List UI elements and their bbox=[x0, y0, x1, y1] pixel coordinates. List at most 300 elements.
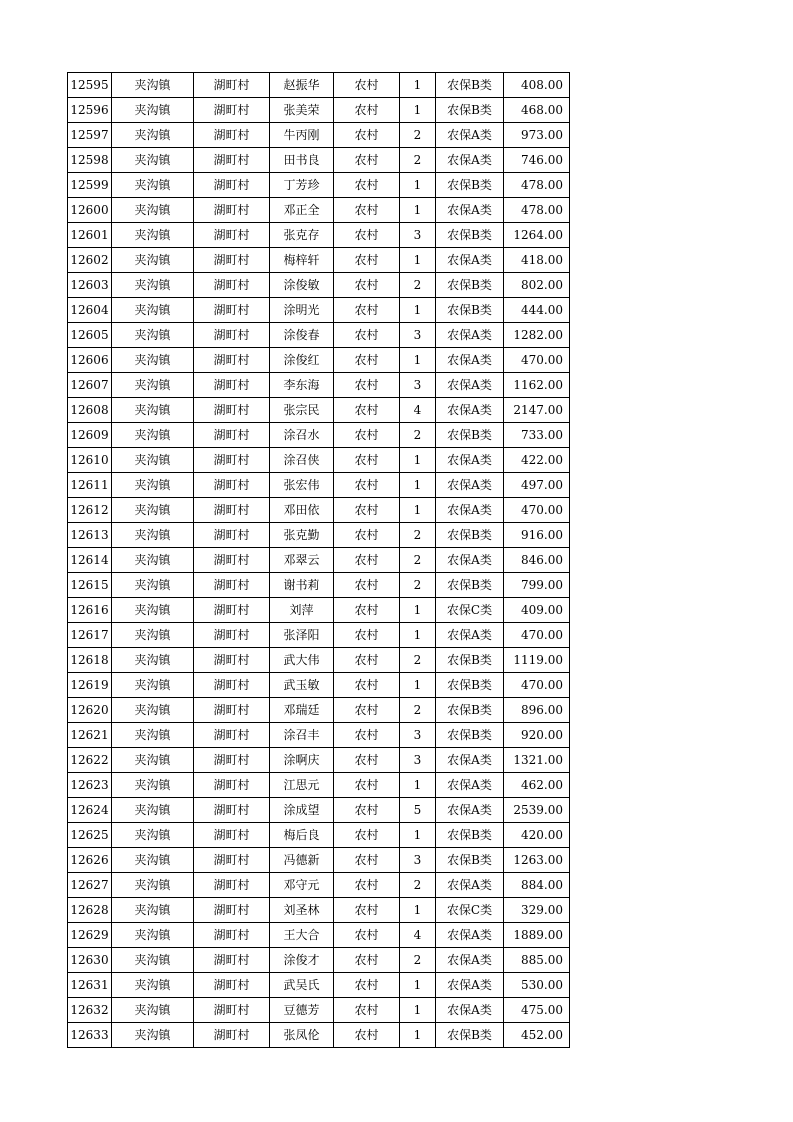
record-id-cell: 12600 bbox=[68, 198, 112, 223]
village-cell: 湖町村 bbox=[194, 573, 270, 598]
town-cell: 夹沟镇 bbox=[112, 973, 194, 998]
category-cell: 农保A类 bbox=[436, 398, 504, 423]
category-cell: 农保B类 bbox=[436, 1023, 504, 1048]
household-type-cell: 农村 bbox=[334, 873, 400, 898]
category-cell: 农保A类 bbox=[436, 998, 504, 1023]
amount-cell: 329.00 bbox=[504, 898, 570, 923]
person-name-cell: 武吴氏 bbox=[270, 973, 334, 998]
person-name-cell: 张凤伦 bbox=[270, 1023, 334, 1048]
village-cell: 湖町村 bbox=[194, 248, 270, 273]
amount-cell: 478.00 bbox=[504, 198, 570, 223]
amount-cell: 2539.00 bbox=[504, 798, 570, 823]
amount-cell: 530.00 bbox=[504, 973, 570, 998]
member-count-cell: 2 bbox=[400, 548, 436, 573]
village-cell: 湖町村 bbox=[194, 873, 270, 898]
village-cell: 湖町村 bbox=[194, 348, 270, 373]
person-name-cell: 牛丙刚 bbox=[270, 123, 334, 148]
town-cell: 夹沟镇 bbox=[112, 648, 194, 673]
category-cell: 农保B类 bbox=[436, 423, 504, 448]
village-cell: 湖町村 bbox=[194, 848, 270, 873]
person-name-cell: 涂俊敏 bbox=[270, 273, 334, 298]
member-count-cell: 1 bbox=[400, 823, 436, 848]
table-row bbox=[68, 623, 570, 648]
person-name-cell: 涂啊庆 bbox=[270, 748, 334, 773]
category-cell: 农保A类 bbox=[436, 798, 504, 823]
village-cell: 湖町村 bbox=[194, 448, 270, 473]
category-cell: 农保A类 bbox=[436, 773, 504, 798]
member-count-cell: 2 bbox=[400, 273, 436, 298]
record-id-cell: 12608 bbox=[68, 398, 112, 423]
member-count-cell: 1 bbox=[400, 448, 436, 473]
record-id-cell: 12630 bbox=[68, 948, 112, 973]
person-name-cell: 张泽阳 bbox=[270, 623, 334, 648]
person-name-cell: 张克存 bbox=[270, 223, 334, 248]
town-cell: 夹沟镇 bbox=[112, 398, 194, 423]
table-row bbox=[68, 298, 570, 323]
household-type-cell: 农村 bbox=[334, 923, 400, 948]
table-row bbox=[68, 973, 570, 998]
table-row bbox=[68, 473, 570, 498]
member-count-cell: 2 bbox=[400, 648, 436, 673]
town-cell: 夹沟镇 bbox=[112, 248, 194, 273]
member-count-cell: 1 bbox=[400, 248, 436, 273]
category-cell: 农保A类 bbox=[436, 923, 504, 948]
amount-cell: 444.00 bbox=[504, 298, 570, 323]
record-id-cell: 12633 bbox=[68, 1023, 112, 1048]
household-type-cell: 农村 bbox=[334, 398, 400, 423]
person-name-cell: 涂俊红 bbox=[270, 348, 334, 373]
person-name-cell: 邓翠云 bbox=[270, 548, 334, 573]
table-row bbox=[68, 873, 570, 898]
category-cell: 农保A类 bbox=[436, 498, 504, 523]
amount-cell: 452.00 bbox=[504, 1023, 570, 1048]
person-name-cell: 张美荣 bbox=[270, 98, 334, 123]
amount-cell: 733.00 bbox=[504, 423, 570, 448]
person-name-cell: 刘萍 bbox=[270, 598, 334, 623]
category-cell: 农保A类 bbox=[436, 873, 504, 898]
table-row bbox=[68, 398, 570, 423]
amount-cell: 497.00 bbox=[504, 473, 570, 498]
person-name-cell: 涂召水 bbox=[270, 423, 334, 448]
village-cell: 湖町村 bbox=[194, 523, 270, 548]
category-cell: 农保B类 bbox=[436, 523, 504, 548]
person-name-cell: 邓正全 bbox=[270, 198, 334, 223]
person-name-cell: 丁芳珍 bbox=[270, 173, 334, 198]
household-type-cell: 农村 bbox=[334, 998, 400, 1023]
category-cell: 农保B类 bbox=[436, 298, 504, 323]
village-cell: 湖町村 bbox=[194, 373, 270, 398]
household-type-cell: 农村 bbox=[334, 473, 400, 498]
table-row bbox=[68, 848, 570, 873]
table-row bbox=[68, 498, 570, 523]
town-cell: 夹沟镇 bbox=[112, 723, 194, 748]
village-cell: 湖町村 bbox=[194, 548, 270, 573]
record-id-cell: 12601 bbox=[68, 223, 112, 248]
table-row bbox=[68, 998, 570, 1023]
town-cell: 夹沟镇 bbox=[112, 173, 194, 198]
village-cell: 湖町村 bbox=[194, 148, 270, 173]
table-row bbox=[68, 348, 570, 373]
record-id-cell: 12625 bbox=[68, 823, 112, 848]
table-row bbox=[68, 123, 570, 148]
village-cell: 湖町村 bbox=[194, 298, 270, 323]
amount-cell: 409.00 bbox=[504, 598, 570, 623]
village-cell: 湖町村 bbox=[194, 948, 270, 973]
table-row bbox=[68, 373, 570, 398]
person-name-cell: 江思元 bbox=[270, 773, 334, 798]
household-type-cell: 农村 bbox=[334, 898, 400, 923]
village-cell: 湖町村 bbox=[194, 1023, 270, 1048]
table-row bbox=[68, 948, 570, 973]
member-count-cell: 1 bbox=[400, 773, 436, 798]
amount-cell: 885.00 bbox=[504, 948, 570, 973]
member-count-cell: 2 bbox=[400, 873, 436, 898]
amount-cell: 470.00 bbox=[504, 498, 570, 523]
person-name-cell: 梅后良 bbox=[270, 823, 334, 848]
town-cell: 夹沟镇 bbox=[112, 523, 194, 548]
town-cell: 夹沟镇 bbox=[112, 298, 194, 323]
town-cell: 夹沟镇 bbox=[112, 923, 194, 948]
household-type-cell: 农村 bbox=[334, 698, 400, 723]
amount-cell: 896.00 bbox=[504, 698, 570, 723]
category-cell: 农保B类 bbox=[436, 273, 504, 298]
person-name-cell: 武大伟 bbox=[270, 648, 334, 673]
person-name-cell: 冯德新 bbox=[270, 848, 334, 873]
person-name-cell: 涂召侠 bbox=[270, 448, 334, 473]
amount-cell: 462.00 bbox=[504, 773, 570, 798]
town-cell: 夹沟镇 bbox=[112, 348, 194, 373]
table-row bbox=[68, 173, 570, 198]
household-type-cell: 农村 bbox=[334, 573, 400, 598]
amount-cell: 920.00 bbox=[504, 723, 570, 748]
record-id-cell: 12595 bbox=[68, 73, 112, 98]
record-id-cell: 12613 bbox=[68, 523, 112, 548]
table-row bbox=[68, 923, 570, 948]
category-cell: 农保A类 bbox=[436, 448, 504, 473]
household-type-cell: 农村 bbox=[334, 498, 400, 523]
town-cell: 夹沟镇 bbox=[112, 498, 194, 523]
category-cell: 农保A类 bbox=[436, 473, 504, 498]
amount-cell: 2147.00 bbox=[504, 398, 570, 423]
town-cell: 夹沟镇 bbox=[112, 748, 194, 773]
record-id-cell: 12606 bbox=[68, 348, 112, 373]
table-row bbox=[68, 898, 570, 923]
village-cell: 湖町村 bbox=[194, 498, 270, 523]
category-cell: 农保C类 bbox=[436, 598, 504, 623]
record-id-cell: 12617 bbox=[68, 623, 112, 648]
category-cell: 农保A类 bbox=[436, 248, 504, 273]
record-id-cell: 12610 bbox=[68, 448, 112, 473]
amount-cell: 746.00 bbox=[504, 148, 570, 173]
table-row bbox=[68, 698, 570, 723]
member-count-cell: 2 bbox=[400, 148, 436, 173]
member-count-cell: 4 bbox=[400, 398, 436, 423]
town-cell: 夹沟镇 bbox=[112, 223, 194, 248]
person-name-cell: 谢书莉 bbox=[270, 573, 334, 598]
record-id-cell: 12605 bbox=[68, 323, 112, 348]
person-name-cell: 张宗民 bbox=[270, 398, 334, 423]
member-count-cell: 3 bbox=[400, 373, 436, 398]
record-id-cell: 12624 bbox=[68, 798, 112, 823]
member-count-cell: 1 bbox=[400, 998, 436, 1023]
person-name-cell: 李东海 bbox=[270, 373, 334, 398]
amount-cell: 1889.00 bbox=[504, 923, 570, 948]
town-cell: 夹沟镇 bbox=[112, 198, 194, 223]
amount-cell: 1263.00 bbox=[504, 848, 570, 873]
category-cell: 农保A类 bbox=[436, 973, 504, 998]
category-cell: 农保A类 bbox=[436, 348, 504, 373]
record-id-cell: 12621 bbox=[68, 723, 112, 748]
member-count-cell: 2 bbox=[400, 948, 436, 973]
table-row bbox=[68, 248, 570, 273]
town-cell: 夹沟镇 bbox=[112, 623, 194, 648]
amount-cell: 799.00 bbox=[504, 573, 570, 598]
town-cell: 夹沟镇 bbox=[112, 773, 194, 798]
village-cell: 湖町村 bbox=[194, 323, 270, 348]
record-id-cell: 12598 bbox=[68, 148, 112, 173]
person-name-cell: 邓田依 bbox=[270, 498, 334, 523]
category-cell: 农保A类 bbox=[436, 548, 504, 573]
record-id-cell: 12615 bbox=[68, 573, 112, 598]
amount-cell: 1321.00 bbox=[504, 748, 570, 773]
household-type-cell: 农村 bbox=[334, 123, 400, 148]
person-name-cell: 涂明光 bbox=[270, 298, 334, 323]
town-cell: 夹沟镇 bbox=[112, 598, 194, 623]
village-cell: 湖町村 bbox=[194, 223, 270, 248]
table-row bbox=[68, 573, 570, 598]
category-cell: 农保A类 bbox=[436, 323, 504, 348]
amount-cell: 418.00 bbox=[504, 248, 570, 273]
record-id-cell: 12622 bbox=[68, 748, 112, 773]
category-cell: 农保B类 bbox=[436, 848, 504, 873]
member-count-cell: 1 bbox=[400, 348, 436, 373]
household-type-cell: 农村 bbox=[334, 373, 400, 398]
category-cell: 农保B类 bbox=[436, 823, 504, 848]
town-cell: 夹沟镇 bbox=[112, 448, 194, 473]
household-type-cell: 农村 bbox=[334, 523, 400, 548]
person-name-cell: 邓瑞廷 bbox=[270, 698, 334, 723]
village-cell: 湖町村 bbox=[194, 198, 270, 223]
household-type-cell: 农村 bbox=[334, 423, 400, 448]
town-cell: 夹沟镇 bbox=[112, 823, 194, 848]
table-row bbox=[68, 648, 570, 673]
record-id-cell: 12623 bbox=[68, 773, 112, 798]
person-name-cell: 田书良 bbox=[270, 148, 334, 173]
member-count-cell: 2 bbox=[400, 573, 436, 598]
amount-cell: 420.00 bbox=[504, 823, 570, 848]
category-cell: 农保B类 bbox=[436, 98, 504, 123]
member-count-cell: 2 bbox=[400, 423, 436, 448]
household-type-cell: 农村 bbox=[334, 1023, 400, 1048]
member-count-cell: 3 bbox=[400, 323, 436, 348]
table-row bbox=[68, 323, 570, 348]
member-count-cell: 1 bbox=[400, 973, 436, 998]
table-row bbox=[68, 823, 570, 848]
table-row bbox=[68, 598, 570, 623]
category-cell: 农保C类 bbox=[436, 898, 504, 923]
town-cell: 夹沟镇 bbox=[112, 148, 194, 173]
member-count-cell: 1 bbox=[400, 98, 436, 123]
village-cell: 湖町村 bbox=[194, 598, 270, 623]
record-id-cell: 12597 bbox=[68, 123, 112, 148]
records-table bbox=[67, 72, 570, 1048]
amount-cell: 475.00 bbox=[504, 998, 570, 1023]
village-cell: 湖町村 bbox=[194, 698, 270, 723]
village-cell: 湖町村 bbox=[194, 273, 270, 298]
table-row bbox=[68, 1023, 570, 1048]
town-cell: 夹沟镇 bbox=[112, 423, 194, 448]
amount-cell: 973.00 bbox=[504, 123, 570, 148]
table-row bbox=[68, 548, 570, 573]
category-cell: 农保B类 bbox=[436, 73, 504, 98]
amount-cell: 470.00 bbox=[504, 348, 570, 373]
town-cell: 夹沟镇 bbox=[112, 573, 194, 598]
member-count-cell: 3 bbox=[400, 748, 436, 773]
table-row bbox=[68, 673, 570, 698]
category-cell: 农保A类 bbox=[436, 748, 504, 773]
table-row bbox=[68, 98, 570, 123]
table-row bbox=[68, 73, 570, 98]
record-id-cell: 12612 bbox=[68, 498, 112, 523]
household-type-cell: 农村 bbox=[334, 948, 400, 973]
household-type-cell: 农村 bbox=[334, 723, 400, 748]
village-cell: 湖町村 bbox=[194, 423, 270, 448]
amount-cell: 478.00 bbox=[504, 173, 570, 198]
household-type-cell: 农村 bbox=[334, 223, 400, 248]
amount-cell: 408.00 bbox=[504, 73, 570, 98]
member-count-cell: 5 bbox=[400, 798, 436, 823]
amount-cell: 802.00 bbox=[504, 273, 570, 298]
person-name-cell: 武玉敏 bbox=[270, 673, 334, 698]
table-row bbox=[68, 523, 570, 548]
village-cell: 湖町村 bbox=[194, 923, 270, 948]
amount-cell: 916.00 bbox=[504, 523, 570, 548]
category-cell: 农保B类 bbox=[436, 648, 504, 673]
person-name-cell: 涂成望 bbox=[270, 798, 334, 823]
category-cell: 农保A类 bbox=[436, 123, 504, 148]
person-name-cell: 张克勤 bbox=[270, 523, 334, 548]
category-cell: 农保B类 bbox=[436, 673, 504, 698]
village-cell: 湖町村 bbox=[194, 473, 270, 498]
household-type-cell: 农村 bbox=[334, 73, 400, 98]
household-type-cell: 农村 bbox=[334, 298, 400, 323]
member-count-cell: 1 bbox=[400, 173, 436, 198]
amount-cell: 1162.00 bbox=[504, 373, 570, 398]
person-name-cell: 王大合 bbox=[270, 923, 334, 948]
table-row bbox=[68, 273, 570, 298]
amount-cell: 846.00 bbox=[504, 548, 570, 573]
town-cell: 夹沟镇 bbox=[112, 273, 194, 298]
household-type-cell: 农村 bbox=[334, 548, 400, 573]
household-type-cell: 农村 bbox=[334, 773, 400, 798]
record-id-cell: 12602 bbox=[68, 248, 112, 273]
household-type-cell: 农村 bbox=[334, 448, 400, 473]
household-type-cell: 农村 bbox=[334, 823, 400, 848]
category-cell: 农保A类 bbox=[436, 148, 504, 173]
record-id-cell: 12611 bbox=[68, 473, 112, 498]
household-type-cell: 农村 bbox=[334, 148, 400, 173]
record-id-cell: 12616 bbox=[68, 598, 112, 623]
household-type-cell: 农村 bbox=[334, 848, 400, 873]
town-cell: 夹沟镇 bbox=[112, 948, 194, 973]
person-name-cell: 赵振华 bbox=[270, 73, 334, 98]
village-cell: 湖町村 bbox=[194, 73, 270, 98]
village-cell: 湖町村 bbox=[194, 723, 270, 748]
record-id-cell: 12596 bbox=[68, 98, 112, 123]
category-cell: 农保B类 bbox=[436, 173, 504, 198]
town-cell: 夹沟镇 bbox=[112, 98, 194, 123]
table-row bbox=[68, 148, 570, 173]
record-id-cell: 12619 bbox=[68, 673, 112, 698]
town-cell: 夹沟镇 bbox=[112, 673, 194, 698]
household-type-cell: 农村 bbox=[334, 198, 400, 223]
village-cell: 湖町村 bbox=[194, 673, 270, 698]
amount-cell: 470.00 bbox=[504, 623, 570, 648]
record-id-cell: 12631 bbox=[68, 973, 112, 998]
town-cell: 夹沟镇 bbox=[112, 123, 194, 148]
amount-cell: 1282.00 bbox=[504, 323, 570, 348]
member-count-cell: 1 bbox=[400, 298, 436, 323]
record-id-cell: 12618 bbox=[68, 648, 112, 673]
record-id-cell: 12627 bbox=[68, 873, 112, 898]
category-cell: 农保B类 bbox=[436, 223, 504, 248]
table-row bbox=[68, 223, 570, 248]
record-id-cell: 12599 bbox=[68, 173, 112, 198]
record-id-cell: 12620 bbox=[68, 698, 112, 723]
amount-cell: 1119.00 bbox=[504, 648, 570, 673]
member-count-cell: 1 bbox=[400, 198, 436, 223]
household-type-cell: 农村 bbox=[334, 348, 400, 373]
table-row bbox=[68, 423, 570, 448]
member-count-cell: 2 bbox=[400, 698, 436, 723]
town-cell: 夹沟镇 bbox=[112, 323, 194, 348]
member-count-cell: 1 bbox=[400, 673, 436, 698]
category-cell: 农保B类 bbox=[436, 573, 504, 598]
record-id-cell: 12628 bbox=[68, 898, 112, 923]
village-cell: 湖町村 bbox=[194, 648, 270, 673]
record-id-cell: 12614 bbox=[68, 548, 112, 573]
member-count-cell: 1 bbox=[400, 898, 436, 923]
amount-cell: 1264.00 bbox=[504, 223, 570, 248]
town-cell: 夹沟镇 bbox=[112, 848, 194, 873]
household-type-cell: 农村 bbox=[334, 973, 400, 998]
member-count-cell: 1 bbox=[400, 598, 436, 623]
town-cell: 夹沟镇 bbox=[112, 473, 194, 498]
table-row bbox=[68, 748, 570, 773]
member-count-cell: 3 bbox=[400, 723, 436, 748]
household-type-cell: 农村 bbox=[334, 248, 400, 273]
household-type-cell: 农村 bbox=[334, 98, 400, 123]
village-cell: 湖町村 bbox=[194, 898, 270, 923]
town-cell: 夹沟镇 bbox=[112, 73, 194, 98]
member-count-cell: 1 bbox=[400, 473, 436, 498]
village-cell: 湖町村 bbox=[194, 748, 270, 773]
record-id-cell: 12603 bbox=[68, 273, 112, 298]
table-row bbox=[68, 773, 570, 798]
person-name-cell: 梅梓轩 bbox=[270, 248, 334, 273]
village-cell: 湖町村 bbox=[194, 973, 270, 998]
category-cell: 农保A类 bbox=[436, 198, 504, 223]
amount-cell: 468.00 bbox=[504, 98, 570, 123]
village-cell: 湖町村 bbox=[194, 173, 270, 198]
record-id-cell: 12632 bbox=[68, 998, 112, 1023]
member-count-cell: 1 bbox=[400, 623, 436, 648]
household-type-cell: 农村 bbox=[334, 748, 400, 773]
town-cell: 夹沟镇 bbox=[112, 898, 194, 923]
table-body bbox=[68, 73, 570, 1048]
member-count-cell: 3 bbox=[400, 223, 436, 248]
household-type-cell: 农村 bbox=[334, 598, 400, 623]
